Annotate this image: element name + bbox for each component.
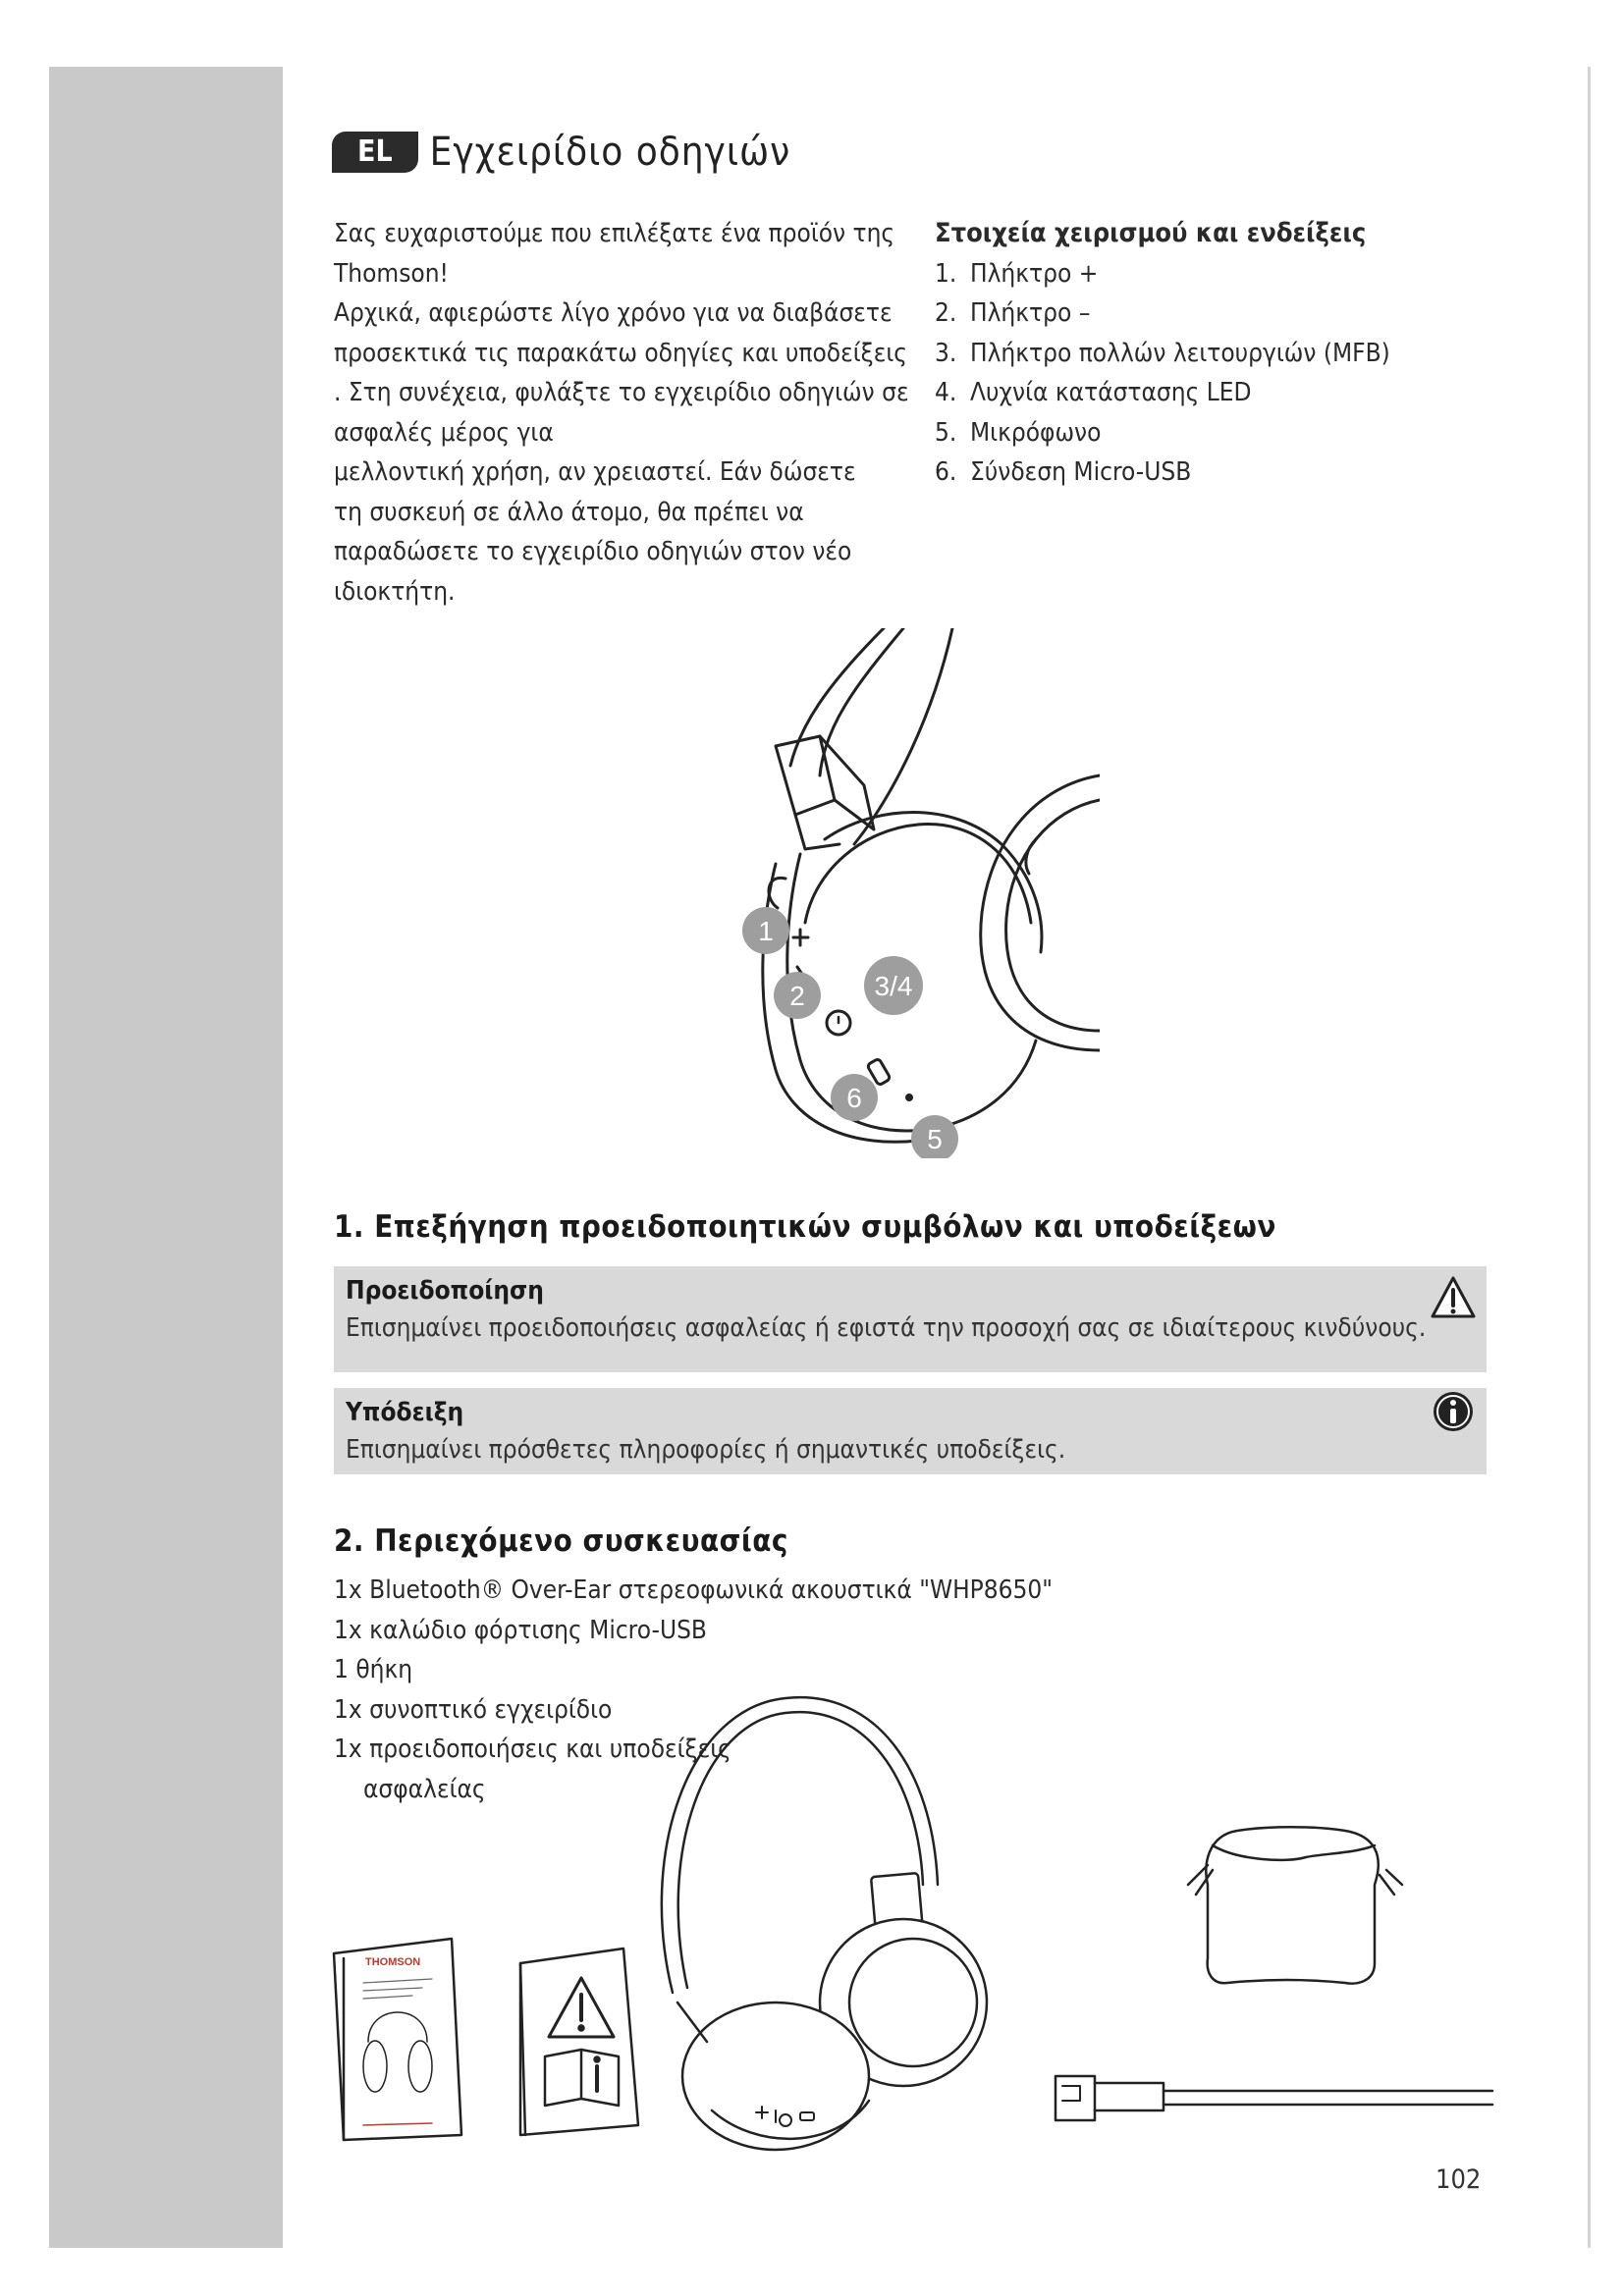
headphones-drawing	[662, 1697, 987, 2150]
label-2: 2	[789, 981, 805, 1011]
item-text: Πλήκτρο +	[970, 258, 1099, 289]
list-item	[935, 254, 1563, 294]
item-prefix: 1x	[334, 1694, 362, 1725]
label-6: 6	[846, 1083, 862, 1113]
hint-box	[334, 1388, 1487, 1474]
intro-line: παραδώσετε το εγχειρίδιο οδηγιών στον νέο	[334, 537, 852, 566]
section-2-title: 2. Περιεχόμενο συσκευασίας	[334, 1523, 788, 1559]
item-number: 1.	[935, 258, 957, 289]
item-text: Πλήκτρο –	[970, 298, 1091, 328]
list-item	[935, 453, 1563, 493]
item-prefix: 1	[334, 1655, 349, 1684]
item-prefix: 1x	[334, 1735, 362, 1764]
item-number: 3.	[935, 338, 957, 368]
list-item	[935, 413, 1563, 454]
intro-text	[334, 214, 923, 612]
booklet-brand: THOMSON	[365, 1956, 421, 1968]
item-text: Πλήκτρο πολλών λειτουργιών (MFB)	[970, 338, 1390, 368]
headphone-controls-diagram	[707, 628, 1100, 1158]
intro-line: Σας ευχαριστούμε που επιλέξατε ένα προϊόν της	[334, 219, 895, 248]
warning-box	[334, 1266, 1487, 1372]
label-34: 3/4	[874, 971, 913, 1001]
item-text: προειδοποιήσεις και υποδείξεις	[369, 1735, 731, 1764]
safety-leaflet	[520, 1949, 638, 2135]
hint-title: Υπόδειξη	[346, 1398, 464, 1427]
carry-pouch	[1188, 1827, 1402, 1983]
item-text: συνοπτικό εγχειρίδιο	[369, 1694, 613, 1725]
item-number: 4.	[935, 378, 957, 407]
intro-line: . Στη συνέχεια, φυλάξτε το εγχειρίδιο οδηγιών σε	[334, 378, 909, 407]
label-5: 5	[927, 1124, 943, 1154]
list-item	[935, 373, 1563, 413]
info-icon	[1430, 1388, 1477, 1435]
intro-line: προσεκτικά τις παρακάτω οδηγίες και υποδείξεις	[334, 338, 907, 368]
page-header	[332, 130, 790, 175]
item-number: 5.	[935, 417, 957, 448]
package-contents-illustration	[324, 1688, 1502, 2160]
item-text: Μικρόφωνο	[970, 417, 1102, 448]
item-number: 6.	[935, 457, 957, 487]
item-prefix: 1x	[334, 1615, 362, 1645]
warning-triangle-icon	[1430, 1274, 1477, 1321]
grey-sidebar	[49, 67, 283, 2248]
list-item-continuation: ασφαλείας	[363, 1774, 486, 1804]
hint-text: Επισημαίνει πρόσθετες πληροφορίες ή σημαντικές υποδείξεις.	[346, 1435, 1066, 1465]
intro-line: τη συσκευή σε άλλο άτομο, θα πρέπει να	[334, 497, 804, 527]
list-item	[334, 1571, 1053, 1611]
intro-line: μελλοντική χρήση, αν χρειαστεί. Εάν δώσετε	[334, 457, 856, 487]
controls-heading: Στοιχεία χειρισμού και ενδείξεις	[935, 218, 1367, 248]
warning-title: Προειδοποίηση	[346, 1276, 544, 1306]
item-text: θήκη	[355, 1655, 413, 1684]
usb-cable	[1056, 2076, 1492, 2120]
right-margin-line	[1588, 67, 1591, 2248]
language-badge: EL	[332, 132, 418, 173]
item-prefix: 1x	[334, 1575, 362, 1605]
intro-line: Αρχικά, αφιερώστε λίγο χρόνο για να διαβάσετε	[334, 298, 893, 328]
intro-line: ασφαλές μέρος για	[334, 417, 554, 448]
item-number: 2.	[935, 298, 957, 328]
list-item	[935, 334, 1563, 374]
label-1: 1	[758, 916, 774, 946]
item-text: Λυχνία κατάστασης LED	[970, 378, 1252, 407]
intro-line: ιδιοκτήτη.	[334, 576, 456, 607]
page-title: Εγχειρίδιο οδηγιών	[429, 130, 791, 175]
intro-line: Thomson!	[334, 258, 449, 289]
quick-guide-booklet	[334, 1939, 461, 2140]
list-item	[334, 1611, 1053, 1651]
controls-list	[935, 214, 1563, 493]
page-number: 102	[1435, 2164, 1482, 2195]
item-text: Bluetooth® Over-Ear στερεοφωνικά ακουστικά "WHP8650"	[369, 1575, 1054, 1605]
warning-text: Επισημαίνει προειδοποιήσεις ασφαλείας ή εφιστά την προσοχή σας σε ιδιαίτερους κινδύνους.	[346, 1313, 1427, 1343]
list-item	[334, 1650, 1053, 1690]
section-1-title: 1. Επεξήγηση προειδοποιητικών συμβόλων και υποδείξεων	[334, 1209, 1276, 1245]
list-item	[935, 294, 1563, 334]
item-text: Σύνδεση Micro-USB	[970, 457, 1192, 487]
item-text: καλώδιο φόρτισης Micro-USB	[369, 1615, 707, 1645]
